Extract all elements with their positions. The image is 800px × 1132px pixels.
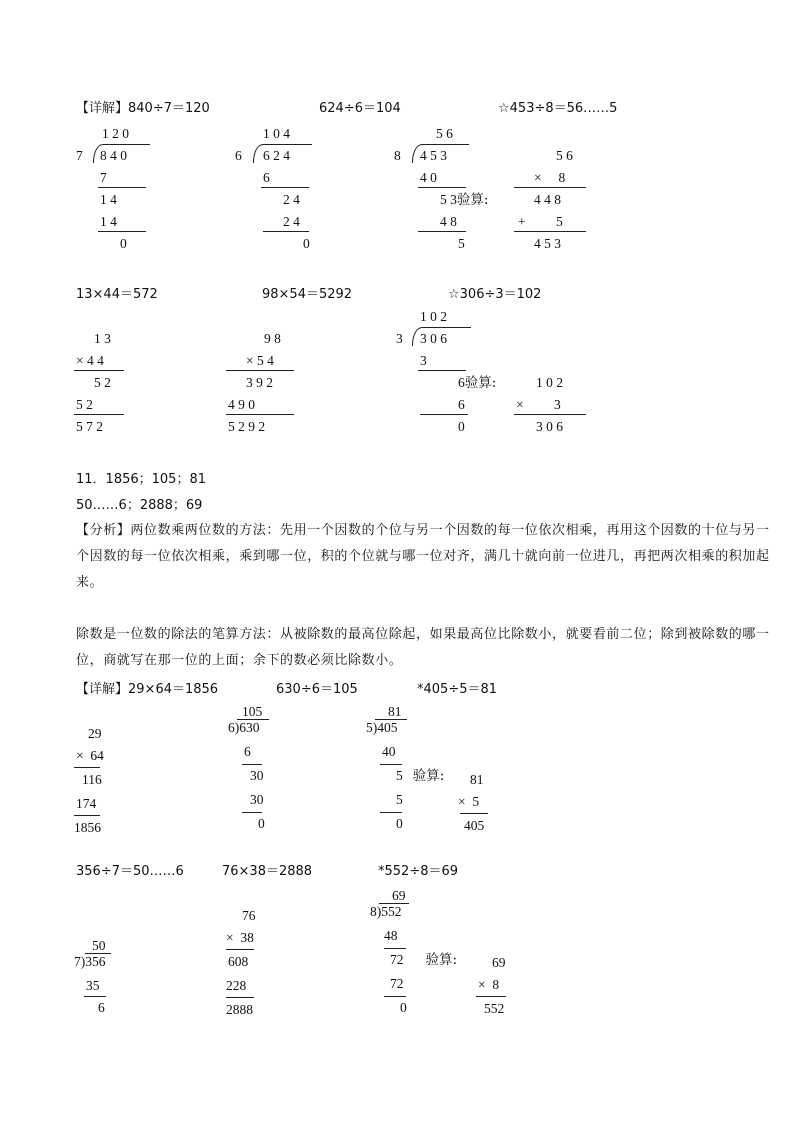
quotient: 81 <box>388 704 402 719</box>
calc-29x64 <box>74 726 134 836</box>
verify-453 <box>512 148 592 258</box>
step3: 72 <box>390 976 404 991</box>
m-b: × 38 <box>226 930 254 945</box>
step3: 6 <box>458 397 465 412</box>
m-a: 29 <box>88 726 102 741</box>
step1: 6 <box>244 744 251 759</box>
v-b: × 8 <box>534 170 566 185</box>
m-c: 608 <box>228 954 249 969</box>
v-a: 1 0 2 <box>536 375 563 390</box>
check-label: 验算: <box>456 192 489 208</box>
eq-405: *405÷5＝81 <box>417 682 498 697</box>
eq-630: 630÷6＝105 <box>276 682 358 697</box>
calc-98x54 <box>226 331 306 441</box>
q11-analysis-2: 除数是一位数的除法的笔算方法：从被除数的最高位除起，如果最高位比除数小，就要看前二位；除到被除数的哪一位，商就写在那一位的上面；余下的数必须比除数小。 <box>76 627 770 668</box>
q11-answers-line2: 50……6；2888；69 <box>76 498 203 513</box>
calc-552-div-8 <box>370 888 460 1018</box>
detail-label-2: 【详解】29×64＝1856 <box>76 682 219 697</box>
step3: 5 <box>396 792 403 807</box>
check-label: 验算: <box>425 952 458 968</box>
remainder: 0 <box>396 816 403 831</box>
v-c: 3 0 6 <box>536 419 563 434</box>
m-c: 3 9 2 <box>246 375 273 390</box>
step1: 6 <box>263 170 270 185</box>
quotient: 1 0 4 <box>263 126 290 141</box>
m-e: 1856 <box>74 820 101 835</box>
step1: 40 <box>382 744 396 759</box>
step1: 3 <box>420 353 427 368</box>
v-e: 4 5 3 <box>534 236 561 251</box>
divisor: 3 <box>396 331 403 346</box>
step3: 1 4 <box>100 214 117 229</box>
step3: 30 <box>250 792 264 807</box>
check-label: 验算: <box>412 768 445 784</box>
m-b: × 4 4 <box>76 353 104 368</box>
quotient: 1 2 0 <box>102 126 129 141</box>
m-d: 5 2 <box>76 397 93 412</box>
divisor: 8 <box>394 148 401 163</box>
quotient: 50 <box>92 938 106 953</box>
dividend: 3 0 6 <box>420 331 447 346</box>
calc-630-div-6 <box>226 704 286 834</box>
v-d: + 5 <box>518 214 563 229</box>
quotient: 5 6 <box>436 126 453 141</box>
eq-98x54: 98×54＝5292 <box>262 287 353 302</box>
m-e: 5 7 2 <box>76 419 103 434</box>
calc-13x44 <box>74 331 134 441</box>
m-b: × 64 <box>76 748 104 763</box>
m-a: 76 <box>242 908 256 923</box>
remainder: 0 <box>120 236 127 251</box>
v-a: 81 <box>470 772 484 787</box>
step1: 4 0 <box>420 170 437 185</box>
head: 6)630 <box>228 720 260 735</box>
detail-label-1: 【详解】840÷7＝120 <box>76 101 210 116</box>
step2: 6验算: <box>458 375 497 391</box>
v-c: 4 4 8 <box>534 192 561 207</box>
dividend: 8 4 0 <box>100 148 127 163</box>
eq-453: ☆453÷8＝56……5 <box>498 101 618 116</box>
calc-840-div-7 <box>76 126 166 256</box>
step2: 2 4 <box>283 192 300 207</box>
step1: 7 <box>100 170 107 185</box>
quotient: 105 <box>242 704 263 719</box>
v-b: × 3 <box>516 397 561 412</box>
head: 7)356 <box>74 954 106 969</box>
head: 5)405 <box>366 720 398 735</box>
dividend: 6 2 4 <box>263 148 290 163</box>
divisor: 7 <box>76 148 83 163</box>
step2: 5 3验算: <box>440 192 489 208</box>
step1: 48 <box>384 928 398 943</box>
eq-306: ☆306÷3＝102 <box>448 287 542 302</box>
divisor: 6 <box>235 148 242 163</box>
m-e: 5 2 9 2 <box>228 419 266 434</box>
eq-356: 356÷7＝50……6 <box>76 864 184 879</box>
remainder: 0 <box>458 419 465 434</box>
calc-624-div-6 <box>235 126 325 256</box>
q11-answers-line1: 11．1856；105；81 <box>76 472 206 487</box>
m-c: 5 2 <box>94 375 111 390</box>
calc-356-div-7 <box>74 938 134 1018</box>
remainder: 6 <box>98 1000 105 1015</box>
v-c: 552 <box>484 1001 505 1016</box>
check-label: 验算: <box>464 375 497 391</box>
calc-453-div-8 <box>394 126 514 256</box>
v-a: 69 <box>492 955 506 970</box>
step2: 30 <box>250 768 264 783</box>
m-d: 228 <box>226 978 247 993</box>
eq-624: 624÷6＝104 <box>319 101 401 116</box>
eq-76x38: 76×38＝2888 <box>222 864 313 879</box>
step2: 1 4 <box>100 192 117 207</box>
m-d: 4 9 0 <box>228 397 255 412</box>
step2: 72 验算: <box>390 952 458 968</box>
eq-13x44: 13×44＝572 <box>76 287 158 302</box>
step1: 35 <box>86 978 100 993</box>
calc-405-div-5 <box>366 704 456 834</box>
step3: 2 4 <box>283 214 300 229</box>
calc-76x38 <box>226 908 286 1018</box>
m-d: 174 <box>76 796 97 811</box>
v-b: × 5 <box>458 794 480 809</box>
quotient: 1 0 2 <box>420 309 447 324</box>
m-e: 2888 <box>226 1002 253 1017</box>
v-b: × 8 <box>478 977 500 992</box>
v-c: 405 <box>464 818 485 833</box>
m-b: × 5 4 <box>246 353 274 368</box>
remainder: 0 <box>303 236 310 251</box>
remainder: 5 <box>458 236 465 251</box>
step2: 5 验算: <box>396 768 445 784</box>
eq-552: *552÷8＝69 <box>378 864 459 879</box>
verify-405 <box>456 772 506 836</box>
quotient: 69 <box>392 888 406 903</box>
verify-552 <box>476 955 526 1019</box>
m-a: 1 3 <box>94 331 111 346</box>
head: 8)552 <box>370 904 402 919</box>
step3: 4 8 <box>440 214 457 229</box>
remainder: 0 <box>400 1000 407 1015</box>
dividend: 4 5 3 <box>420 148 447 163</box>
v-a: 5 6 <box>556 148 573 163</box>
remainder: 0 <box>258 816 265 831</box>
verify-306 <box>512 375 592 441</box>
m-a: 9 8 <box>264 331 281 346</box>
q11-analysis-1: 【分析】两位数乘两位数的方法：先用一个因数的个位与另一个因数的每一位依次相乘，再用这个因数的十位与另一个因数的每一位依次相乘，乘到哪一位，积的个位就与哪一位对齐，满几十就向前一位进几，再把两次相乘的积加起来。 <box>76 523 770 590</box>
calc-306-div-3 <box>396 309 516 439</box>
m-c: 116 <box>82 772 102 787</box>
